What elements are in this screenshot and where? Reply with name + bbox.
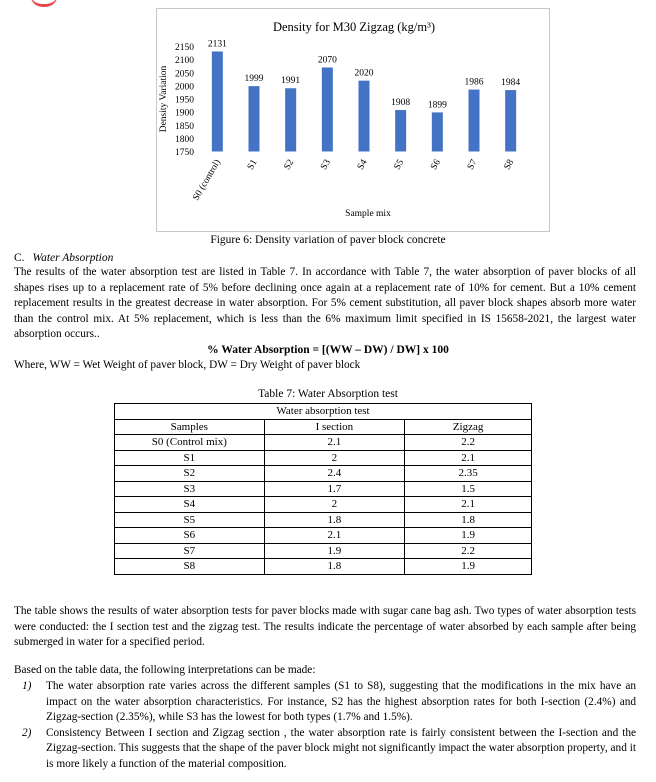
bar [432,112,443,151]
list-marker: 1) [22,680,32,692]
y-tick-label: 2000 [175,82,194,93]
table-row [115,497,532,513]
cell-zigzag: 2.2 [405,435,532,451]
cell-i-section: 2.4 [264,466,405,482]
cell-zigzag: 1.9 [405,559,532,575]
cell-sample: S5 [115,512,265,528]
table-row [115,466,532,482]
interpretation-text: The water absorption rate varies across the different samples (S1 to S8), suggesting that the modifications in the mix have an impact on the water absorption characteristics. For instance, S2 has the highest absorption rates for both I-section (2.4%) and Zigzag-section (2.35%), while S3 has the lowest for both types (1.7% and 1.5%). [46,680,636,723]
table-row [115,528,532,544]
category-label: S8 [502,158,517,172]
data-label: 1999 [244,74,264,85]
data-label: 1991 [281,76,301,87]
cell-sample: S2 [115,466,265,482]
cell-i-section: 2.1 [264,528,405,544]
data-label: 1984 [501,78,521,89]
y-tick-label: 1900 [175,108,194,119]
cell-sample: S7 [115,543,265,559]
cell-i-section: 2 [264,497,405,513]
cell-sample: S1 [115,450,265,466]
y-tick-label: 2150 [175,43,194,53]
y-tick-label: 1850 [175,121,194,132]
table-row [115,512,532,528]
category-label: S0 (control) [191,158,223,203]
figure-caption: Figure 6: Density variation of paver block concrete [210,234,446,246]
table-header-row [115,419,532,435]
category-label: S7 [465,158,480,172]
cell-i-section: 1.8 [264,559,405,575]
paragraph-table-summary: The table shows the results of water absorption tests for paver blocks made with sugar cane bag ash. Two types of water absorption tests were conducted: the I section test and the zigzag test. The results indicate the percentage of water absorbed by each sample after being submerged in water for a specified period. [14,605,636,648]
data-label: 1908 [391,98,411,109]
formula: % Water Absorption = [(WW – DW) / DW] x 100 [207,344,449,356]
water-absorption-table [114,403,532,575]
cell-i-section: 1.7 [264,481,405,497]
data-label: 2131 [207,39,227,50]
bar [359,81,370,152]
data-label: 1986 [464,77,484,88]
cell-zigzag: 1.8 [405,512,532,528]
bar [322,68,333,152]
bar [505,90,516,151]
y-tick-label: 1750 [175,148,194,158]
table-caption: Table 7: Water Absorption test [258,388,398,400]
table-group-header: Water absorption test [115,404,532,420]
cell-sample: S8 [115,559,265,575]
section-title: Water Absorption [32,252,114,264]
header-zigzag: Zigzag [405,419,532,435]
header-samples: Samples [115,419,265,435]
formula-definition: Where, WW = Wet Weight of paver block, DW = Dry Weight of paver block [14,359,361,371]
cell-i-section: 2.1 [264,435,405,451]
x-axis-title: Sample mix [345,209,391,219]
interpretation-list [14,679,636,772]
cell-i-section: 1.8 [264,512,405,528]
cell-sample: S4 [115,497,265,513]
cell-zigzag: 1.9 [405,528,532,544]
data-label: 1899 [427,100,447,111]
table-row [115,559,532,575]
bar [212,51,223,151]
paragraph-interpretation-intro: Based on the table data, the following interpretations can be made: [14,664,316,676]
y-tick-label: 2050 [175,69,194,80]
interpretation-item [14,679,636,726]
table-row [115,435,532,451]
data-label: 2070 [317,55,337,66]
y-tick-label: 1950 [175,95,194,106]
section-heading [14,252,113,264]
cell-i-section: 1.9 [264,543,405,559]
table-row [115,450,532,466]
interpretation-item [14,726,636,773]
category-label: S3 [319,158,333,172]
table-group-header-row [115,404,532,420]
cell-zigzag: 2.1 [405,450,532,466]
table-row [115,543,532,559]
cell-zigzag: 2.35 [405,466,532,482]
data-label: 2020 [354,68,374,79]
bar [249,86,260,151]
cell-sample: S0 (Control mix) [115,435,265,451]
cell-sample: S3 [115,481,265,497]
cell-zigzag: 1.5 [405,481,532,497]
cell-zigzag: 2.2 [405,543,532,559]
section-letter: C. [14,252,25,264]
category-label: S2 [282,158,297,172]
density-chart [156,8,550,232]
category-label: S5 [392,158,407,172]
bar [469,90,480,152]
density-chart-svg [157,9,549,231]
y-tick-label: 1800 [175,134,194,145]
list-marker: 2) [22,726,32,739]
y-axis-title: Density Variation [159,65,169,133]
table-row [115,481,532,497]
bar [285,88,296,151]
cell-zigzag: 2.1 [405,497,532,513]
header-i-section: I section [264,419,405,435]
y-tick-label: 2100 [175,56,194,67]
category-label: S1 [245,158,260,172]
interpretation-text: Consistency Between I section and Zigzag section , the water absorption rate is fairly consistent between the I-section and the Zigzag-section. This suggests that the shape of the paver block might not significantly impact the water absorption property, and it is more likely a function of the material composition. [46,726,636,770]
chart-title: Density for M30 Zigzag (kg/m³) [272,20,436,34]
cell-i-section: 2 [264,450,405,466]
bar [395,110,406,151]
category-label: S6 [429,158,443,172]
corner-decoration [30,0,58,7]
paragraph-results: The results of the water absorption test are listed in Table 7. In accordance with Table 7, the water absorption of paver blocks of all shapes rises up to a replacement rate of 5% before declining once again at a replacement rate of 10% for cement. But a 10% cement replacement results in the greatest decrease in water absorption. For 5% cement substitution, all paver block shapes absorb more water than the control mix. At 5% replacement, which is less than the 6% maximum limit specified in IS 15658-2021, the largest water absorption occurs.. [14,266,636,340]
category-label: S4 [355,158,370,172]
cell-sample: S6 [115,528,265,544]
